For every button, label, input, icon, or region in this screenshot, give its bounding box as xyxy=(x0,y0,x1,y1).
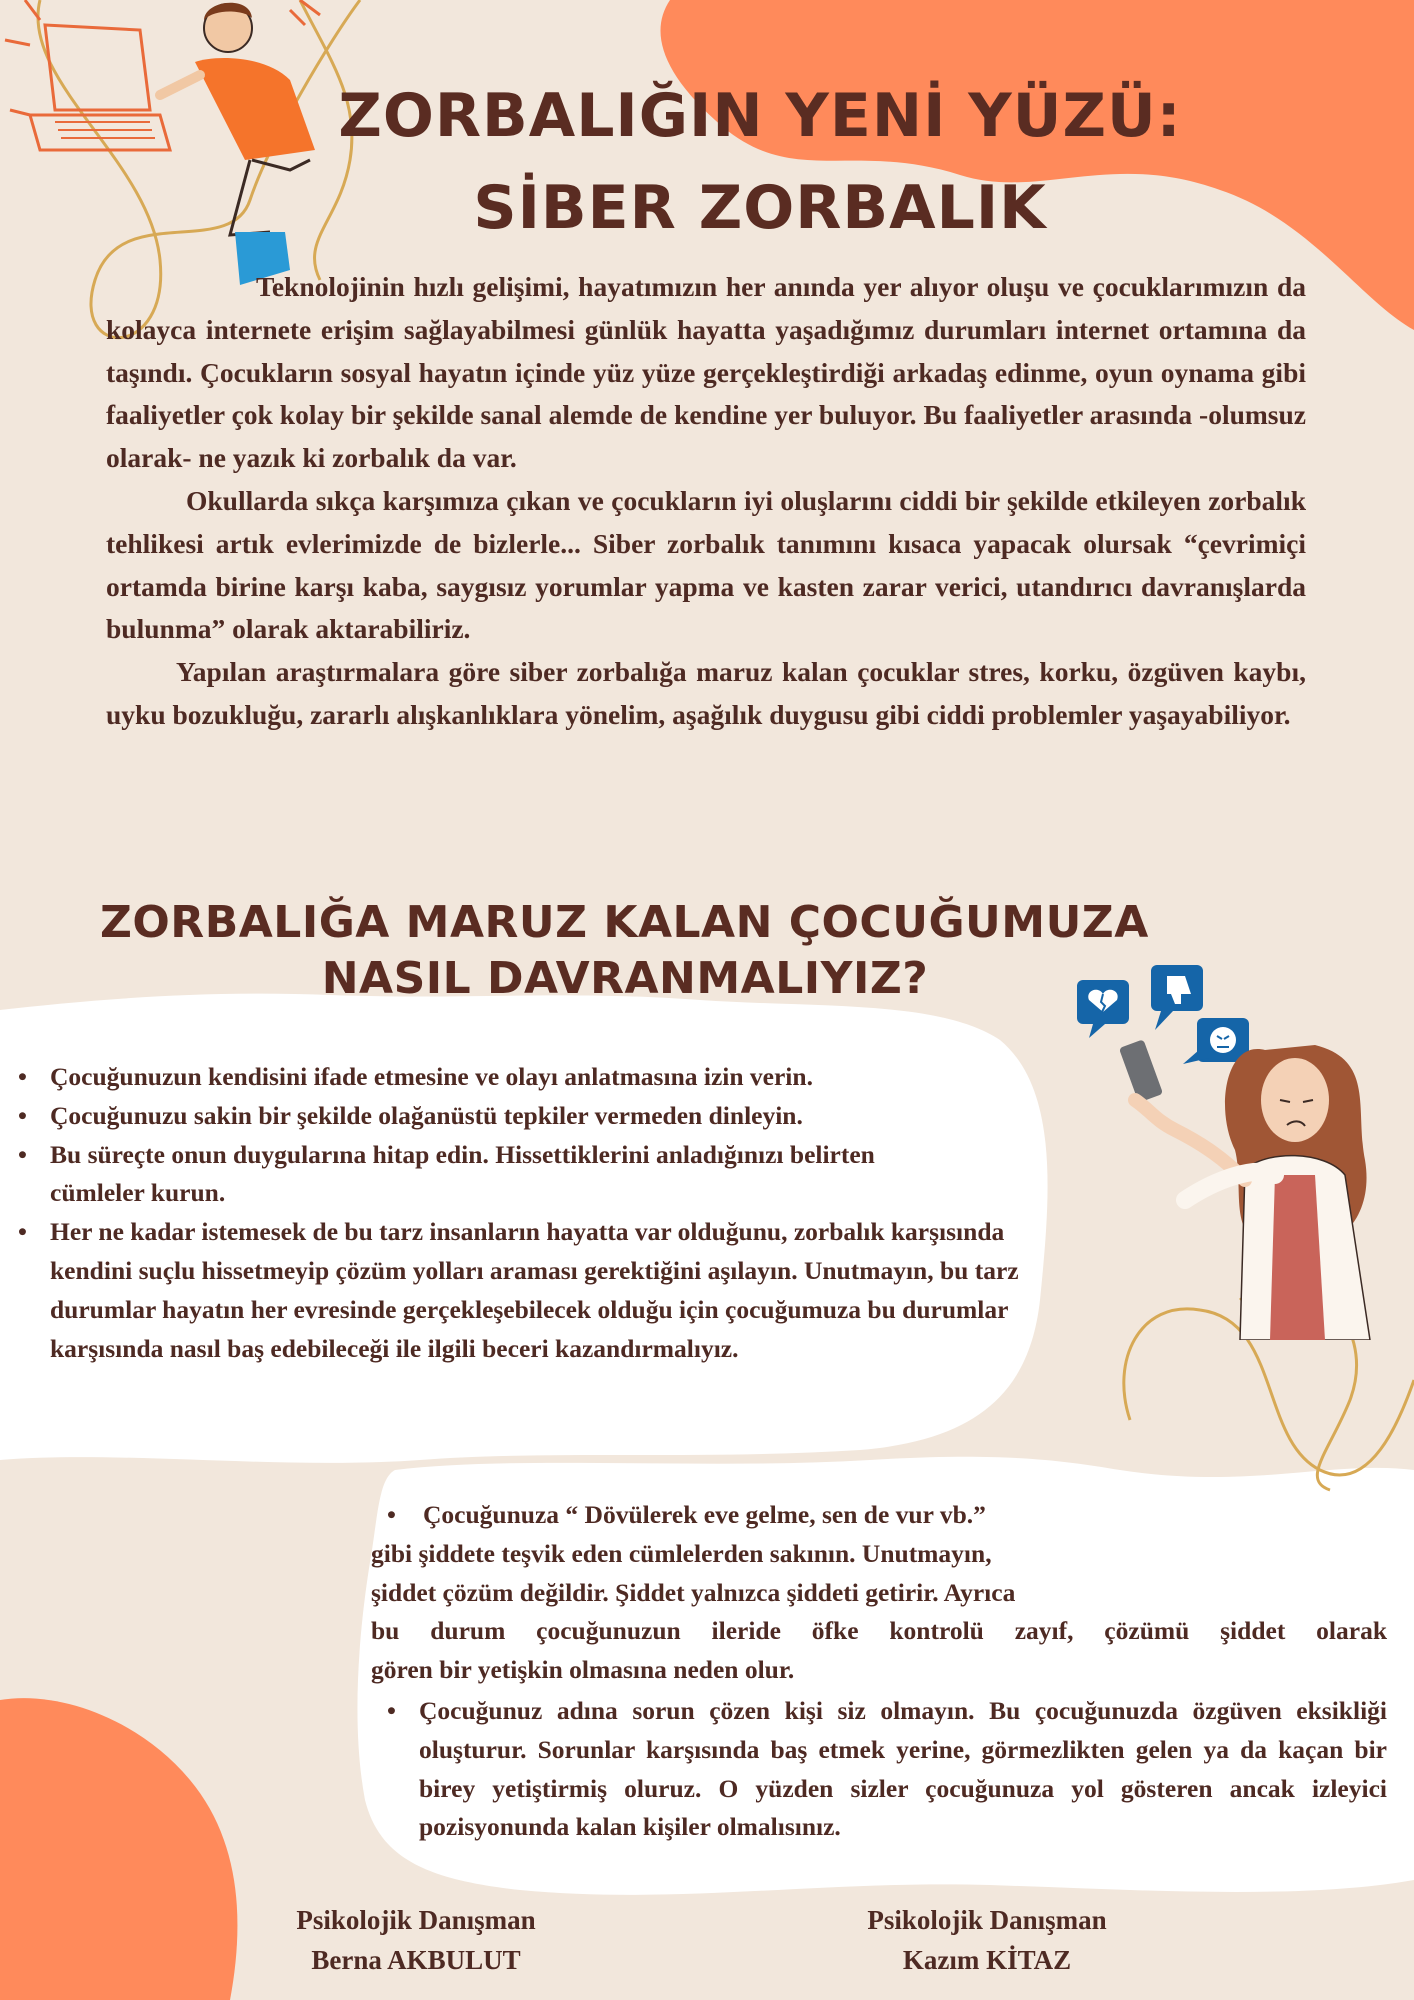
girl-phone-illustration xyxy=(1075,960,1405,1340)
section-heading-line-2: NASIL DAVRANMALIYIZ? xyxy=(321,953,929,1004)
page-title xyxy=(260,70,1260,254)
signature-name: Berna AKBULUT xyxy=(311,1945,521,1975)
intro-paragraph-1: Teknolojinin hızlı gelişimi, hayatımızın her anında yer alıyor oluşu ve çocuklarımızın da kolayca internete erişim sağlayabilmesi günlük hayatta yaşadığımız durumları internet ortamına da taşındı. Çocukların sosyal hayatın içinde yüz yüze gerçekleştirdiği arkadaş edinme, oyun oynama gibi faaliyetler çok kolay bir şekilde sanal alemde de kendine yer buluyor. Bu faaliyetler arasında -olumsuz olarak- ne yazık ki zorbalık da var. xyxy=(106,271,1306,474)
signature-role: Psikolojik Danışman xyxy=(867,1905,1107,1935)
advice-item: • Her ne kadar istemesek de bu tarz insanların hayatta var olduğunu, zorbalık karşısında kendini suçlu hissetmeyip çözüm yolları araması gerektiğini aşılayın. Unutmayın, bu tarz durumlar hayatın her evresinde gerçekleşebilecek olduğu için çocuğumuza bu durumlar karşısında nasıl baş edebileceği ile ilgili beceri kazandırmalıyız. xyxy=(16,1213,1025,1368)
advice-item: • Bu süreçte onun duygularına hitap edin. Hissettiklerini anladığınızı belirten cümleler kurun. xyxy=(16,1136,950,1214)
signature-left xyxy=(226,1900,606,1980)
girl-figure xyxy=(1119,1039,1370,1340)
advice-line: bu durum çocuğunuzun ileride öfke kontrolü zayıf, çözümü şiddet olarak xyxy=(371,1616,1387,1646)
title-line-1: ZORBALIĞIN YENİ YÜZÜ: xyxy=(338,81,1182,151)
advice-list xyxy=(16,1058,1019,1368)
thumbs-down-icon xyxy=(1151,965,1203,1030)
section-heading-line-1: ZORBALIĞA MARUZ KALAN ÇOCUĞUMUZA xyxy=(100,897,1149,948)
angry-chat-icon xyxy=(1183,1018,1249,1064)
advice-item: • Çocuğunuz adına sorun çözen kişi siz olmayın. Bu çocuğunuzda özgüven eksikliği oluşturur. Sorunlar karşısında baş etmek yerine, görmezlikten gelen ya da kaçan bir birey yetiştirmiş oluruz. O yüzden sizler çocuğunuza yol gösteren ancak izleyici pozisyonunda kalan kişiler olmalısınız. xyxy=(371,1692,1387,1847)
orange-blob-bottom xyxy=(0,1698,237,2000)
intro-paragraph-3: Yapılan araştırmalara göre siber zorbalığa maruz kalan çocuklar stres, korku, özgüven kaybı, uyku bozukluğu, zararlı alışkanlıklara yönelim, aşağılık duygusu gibi ciddi problemler yaşayabiliyor. xyxy=(106,656,1306,730)
advice-item: • Çocuğunuzun kendisini ifade etmesine ve olayı anlatmasına izin verin. xyxy=(16,1058,1016,1097)
intro-section xyxy=(106,266,1306,737)
signature-name: Kazım KİTAZ xyxy=(902,1945,1072,1975)
title-line-2: SİBER ZORBALIK xyxy=(473,173,1047,243)
advice-block-2 xyxy=(371,1496,1387,1847)
section-heading xyxy=(100,895,1150,1007)
advice-line: şiddet çözüm değildir. Şiddet yalnızca şiddeti getirir. Ayrıca xyxy=(371,1577,1016,1607)
signature-right xyxy=(797,1900,1177,1980)
advice-item: • Çocuğunuza “ Dövülerek eve gelme, sen de vur vb.” xyxy=(371,1496,1387,1535)
advice-item: • Çocuğunuzu sakin bir şekilde olağanüstü tepkiler vermeden dinleyin. xyxy=(16,1097,1016,1136)
laptop-icon xyxy=(5,0,170,150)
advice-line: gören bir yetişkin olmasına neden olur. xyxy=(371,1655,795,1685)
advice-line: gibi şiddete teşvik eden cümlelerden sakının. Unutmayın, xyxy=(371,1538,992,1568)
intro-paragraph-2: Okullarda sıkça karşımıza çıkan ve çocukların iyi oluşlarını ciddi bir şekilde etkileyen zorbalık tehlikesi artık evlerimizde de bizlerle... Siber zorbalık tanımını kısaca yapacak olursak “çevrimiçi ortamda birine karşı kaba, saygısız yorumlar yapma ve kasten zarar verici, utandırıcı davranışlarda bulunma” olarak aktarabiliriz. xyxy=(106,484,1306,645)
signature-role: Psikolojik Danışman xyxy=(296,1905,536,1935)
